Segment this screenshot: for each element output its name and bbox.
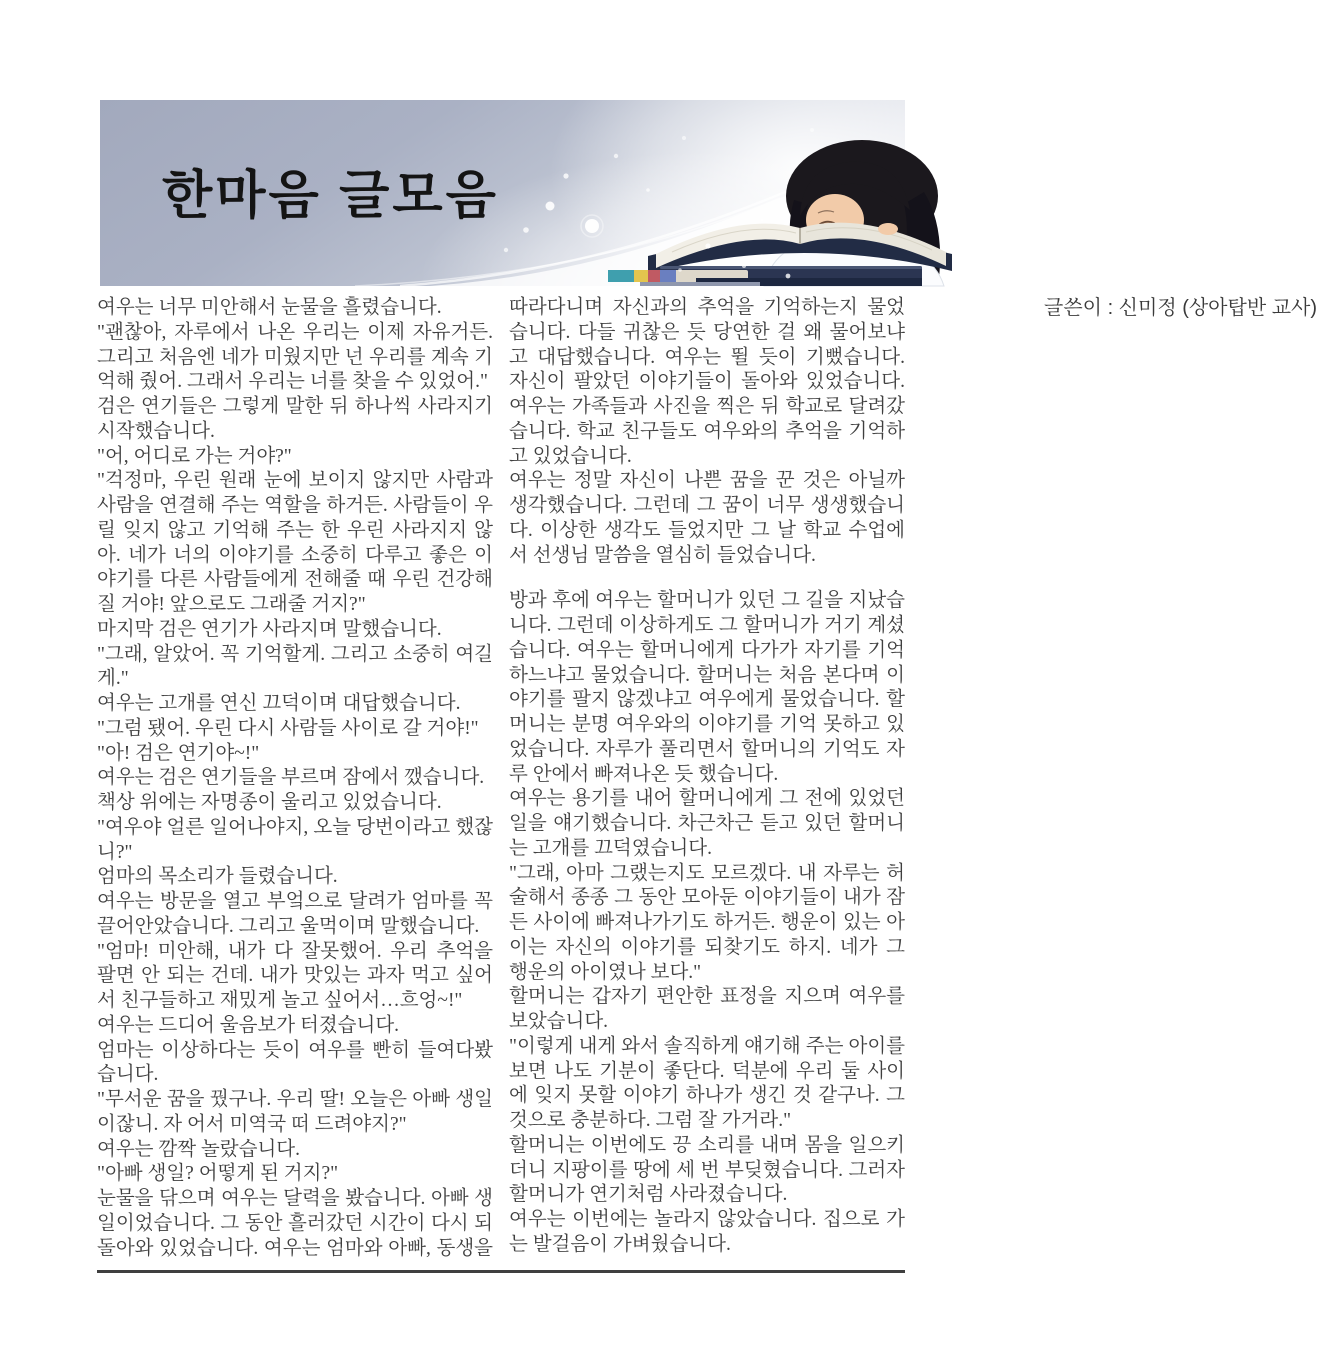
article-body [97,296,1317,1266]
paragraph: 여우는 검은 연기들을 부르며 잠에서 깼습니다. [97,767,485,789]
paragraph: 마지막 검은 연기가 사라지며 말했습니다. [97,618,442,640]
byline: 글쓴이 : 신미정 (상아탑반 교사) [1044,297,1317,319]
paragraph: 검은 연기들은 그렇게 말한 뒤 하나씩 사라지기 시작했습니다. [97,396,493,442]
paragraph: 여우는 용기를 내어 할머니에게 그 전에 있었던 일을 얘기했습니다. 차근차근 듣고 있던 할머니는 고개를 끄덕였습니다. [509,788,905,859]
paragraph: "어, 어디로 가는 거야?" [97,445,292,467]
paragraph: "무서운 꿈을 꿨구나. 우리 딸! 오늘은 아빠 생일이잖니. 자 어서 미역국 떠 드려야지?" [97,1089,493,1135]
paragraph: 할머니는 갑자기 편안한 표정을 지으며 여우를 보았습니다. [509,986,905,1032]
paragraph: "괜찮아, 자루에서 나온 우리는 이제 자유거든. 그리고 처음엔 네가 미웠지만 넌 우리를 계속 기억해 줬어. 그래서 우리는 너를 찾을 수 있었어." [97,321,493,393]
paragraph: "아빠 생일? 어떻게 된 거지?" [97,1163,339,1185]
paragraph: 여우는 방문을 열고 부엌으로 달려가 엄마를 꼭 끌어안았습니다. 그리고 울먹이며 말했습니다. [97,891,493,937]
paragraph: 책상 위에는 자명종이 울리고 있었습니다. [97,792,442,813]
paragraph: "아! 검은 연기야~!" [97,742,260,764]
paragraph: 여우는 정말 자신이 나쁜 꿈을 꾼 것은 아닐까 생각했습니다. 그런데 그 꿈이 너무 생생했습니다. 이상한 생각도 들었지만 그 날 학교 수업에서 선생님 말씀을 열심히 들었습니다. [509,470,905,566]
paragraph: "그럼 됐어. 우린 다시 사람들 사이로 갈 거야!" [97,717,479,739]
page-title: 한마음 글모음 [162,167,499,225]
paragraph: 여우는 깜짝 놀랐습니다. [97,1138,300,1160]
paragraph: 여우는 고개를 연신 끄덕이며 대답했습니다. [97,693,461,714]
paragraph: 방과 후에 여우는 할머니가 있던 그 길을 지났습니다. 그런데 이상하게도 그 할머니가 거기 계셨습니다. 여우는 할머니에게 다가가 자기를 기억하느냐고 물었습니다. 할머니는 처음 본다며 이야기를 팔지 않겠냐고 여우에게 물었습니다. 할머니는 분명 여우와의 이야기를 기억 못하고 있었습니다. 자루가 풀리면서 할머니의 기억도 자루 안에서 빠져나온 듯 했습니다. [509,590,905,785]
paragraph: "그래, 알았어. 꼭 기억할게. 그리고 소중히 여길게." [97,643,493,690]
paragraph: "걱정마, 우린 원래 눈에 보이지 않지만 사람과 사람을 연결해 주는 역할을 하거든. 사람들이 우릴 잊지 않고 기억해 주는 한 우린 사라지지 않아. 네가 너의 이야기를 소중히 다루고 좋은 이야기를 다른 사람들에게 전해줄 때 우린 건강해질 거야! 앞으로도 그래줄 거지?" [97,470,493,615]
paragraph: 엄마는 이상하다는 듯이 여우를 빤히 들여다봤습니다. [97,1039,493,1086]
paragraph: 눈물을 닦으며 여우는 달력을 봤습니다. 아빠 생일이었습니다. 그 동안 흘러갔던 시간이 다시 되돌아와 있었습니다. 여우는 엄마와 아빠, 동생을 따라다니며 자신과의 추억을 기억하는지 물었습니다. 다들 귀찮은 듯 당연한 걸 왜 물어보냐고 대답했습니다. 여우는 뛸 듯이 기뻤습니다. 자신이 팔았던 이야기들이 돌아와 있었습니다. 여우는 가족들과 사진을 찍은 뒤 학교로 달려갔습니다. 학교 친구들도 여우와의 추억을 기억하고 있었습니다. [97,297,905,1259]
paragraph: 여우는 드디어 울음보가 터졌습니다. [97,1014,400,1036]
header-banner [100,100,905,286]
paragraph: "이렇게 내게 와서 솔직하게 얘기해 주는 아이를 보면 나도 기분이 좋단다. 덕분에 우리 둘 사이에 잊지 못할 이야기 하나가 생긴 것 같구나. 그것으로 충분하다. 그럼 잘 가거라." [509,1035,905,1131]
paragraph: 여우는 이번에는 놀라지 않았습니다. 집으로 가는 발걸음이 가벼웠습니다. [509,1209,905,1255]
footer-divider [97,1270,905,1273]
paragraph: 여우는 너무 미안해서 눈물을 흘렸습니다. [97,297,442,318]
paragraph: 할머니는 이번에도 끙 소리를 내며 몸을 일으키더니 지팡이를 땅에 세 번 부딪혔습니다. 그러자 할머니가 연기처럼 사라졌습니다. [509,1134,905,1206]
paragraph: "엄마! 미안해, 내가 다 잘못했어. 우리 추억을 팔면 안 되는 건데. 내가 맛있는 과자 먹고 싶어서 친구들하고 재밌게 놀고 싶어서…흐엉~!" [97,940,493,1011]
paragraph: "여우야 얼른 일어나야지, 오늘 당번이라고 했잖니?" [97,816,493,863]
paragraph: "그래, 아마 그랬는지도 모르겠다. 내 자루는 허술해서 종종 그 동안 모아둔 이야기들이 내가 잠든 사이에 빠져나가기도 하거든. 행운이 있는 아이는 자신의 이야기를 되찾기도 하지. 네가 그 행운의 아이였나 보다." [509,862,905,983]
paragraph: 엄마의 목소리가 들렸습니다. [97,866,338,888]
